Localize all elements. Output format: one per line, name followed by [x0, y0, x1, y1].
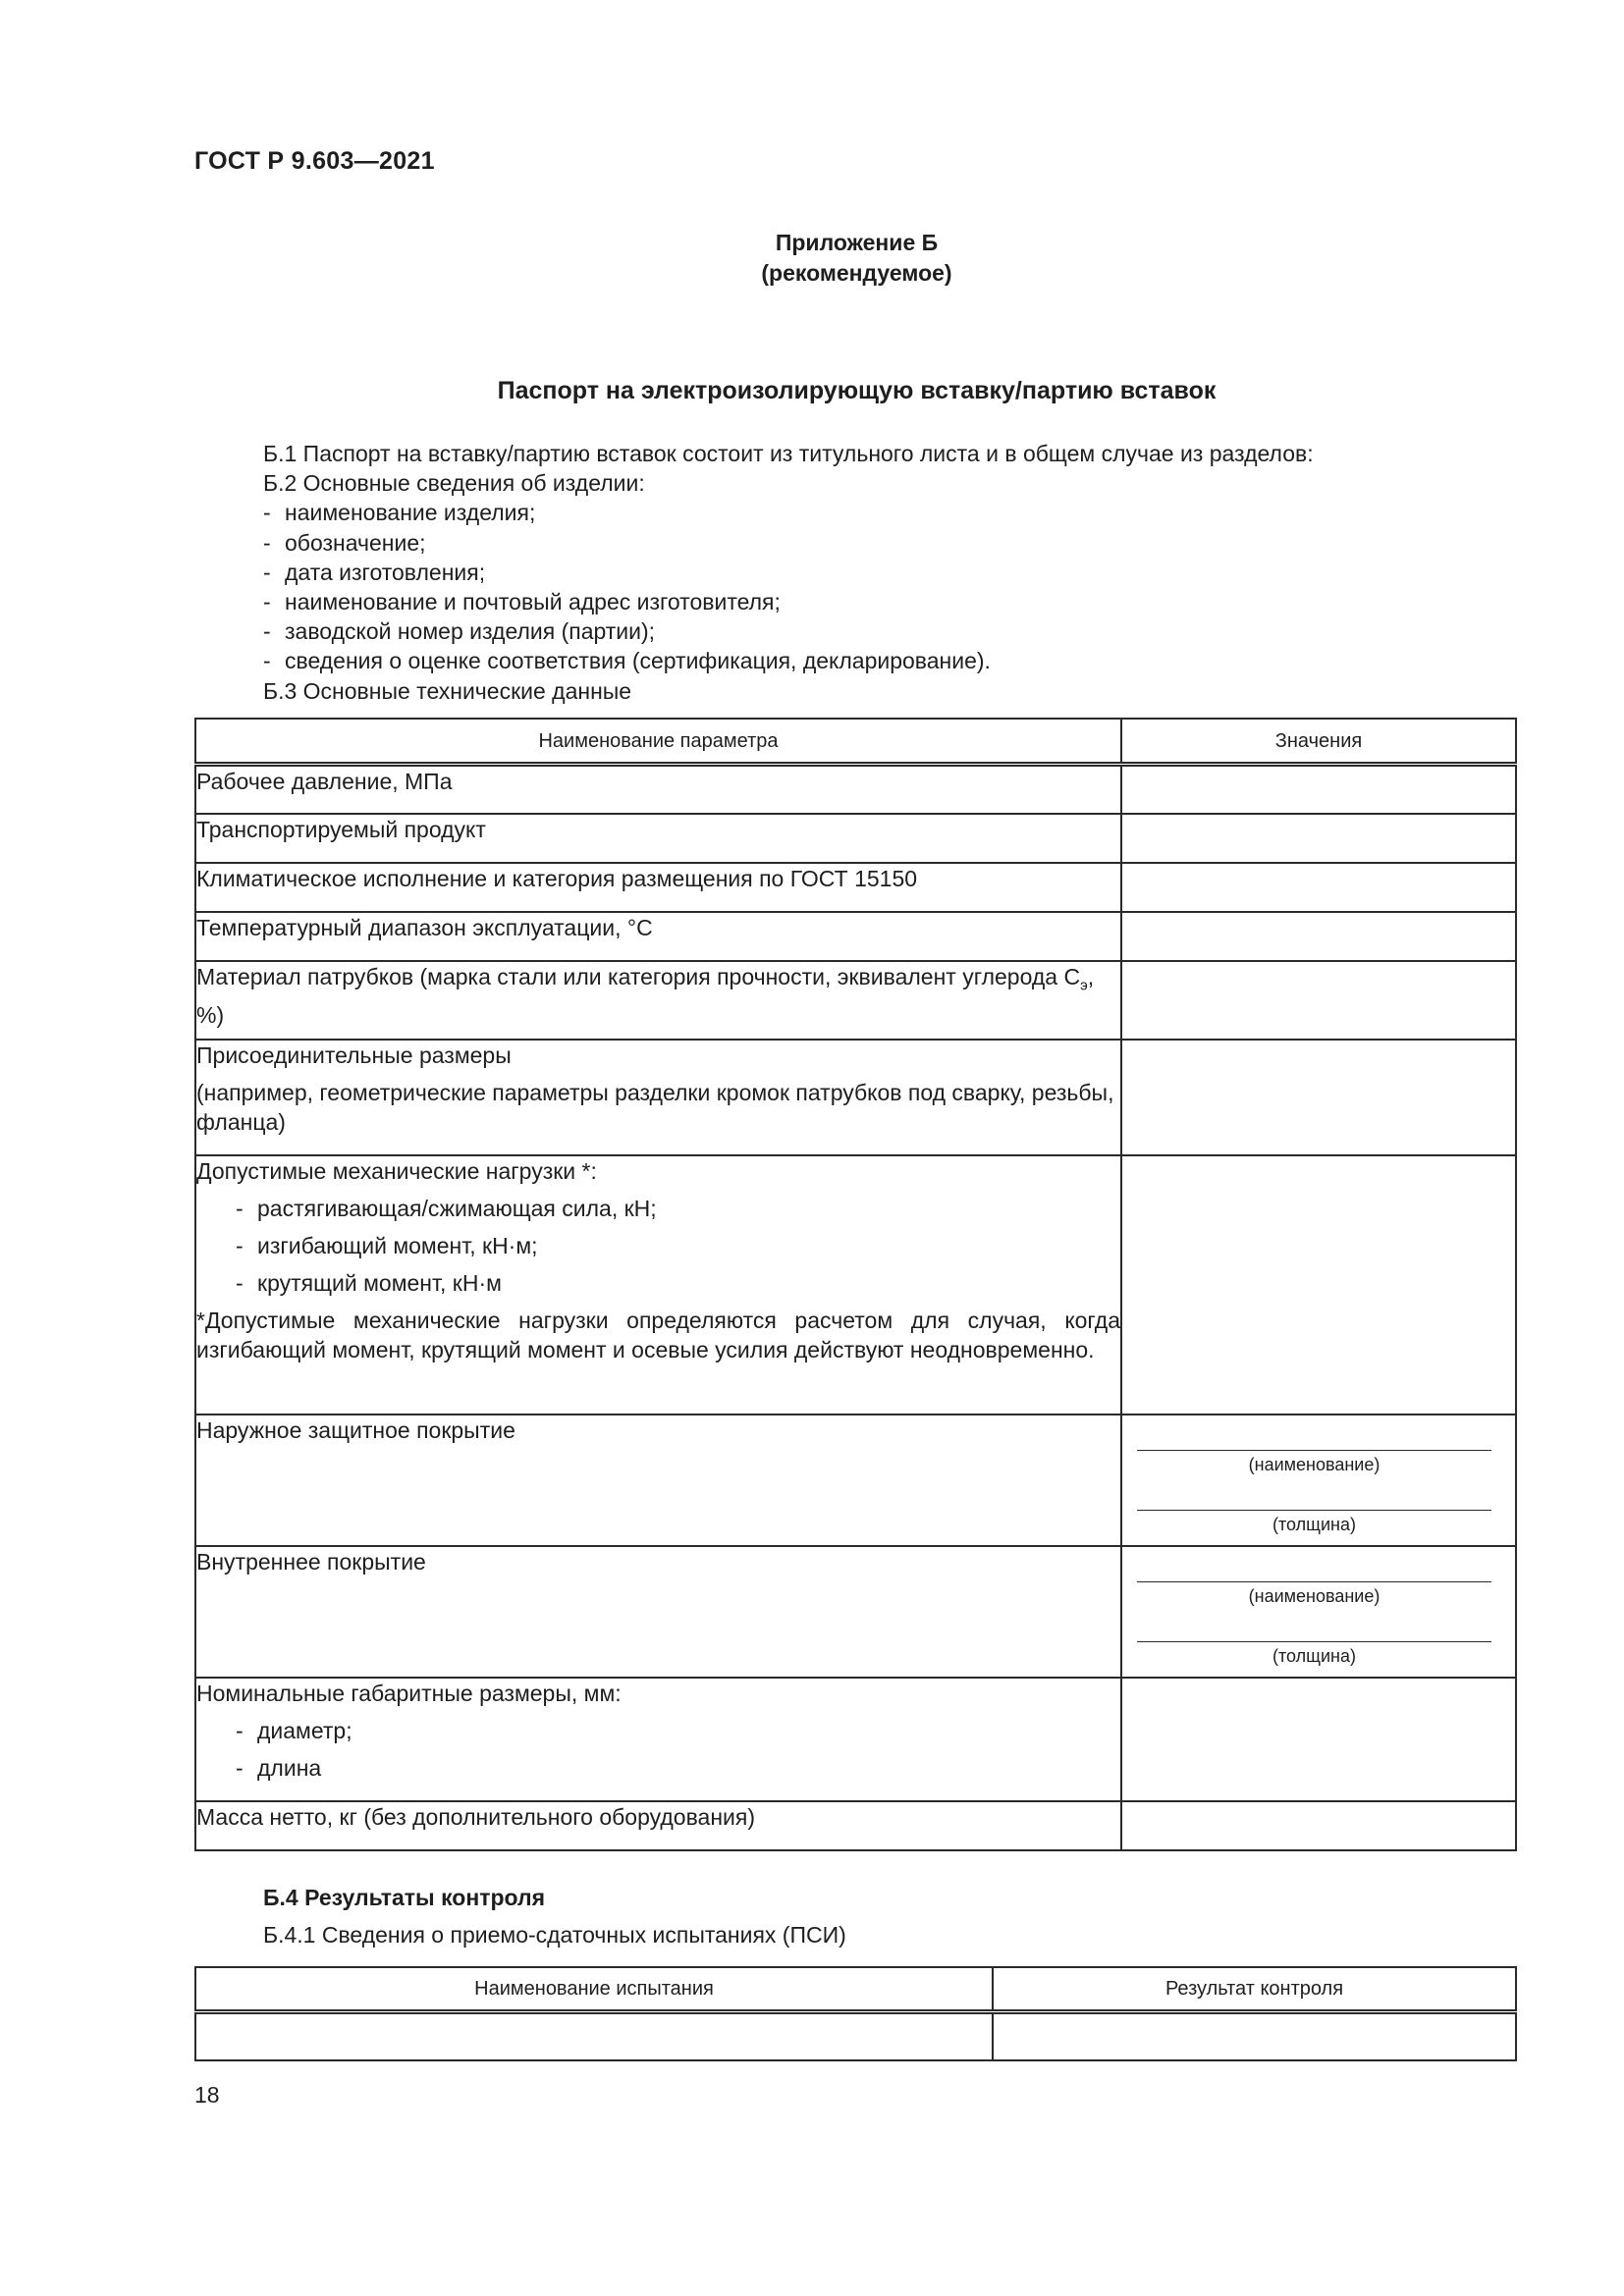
table-row: [195, 1155, 1516, 1415]
value-cell[interactable]: [1121, 1155, 1516, 1415]
appendix-title: Приложение Б: [775, 230, 939, 255]
param-material: Материал патрубков (марка стали или категория прочности, эквивалент углерода $С_э$, %): [195, 961, 1121, 1040]
caption-thickness: (толщина): [1272, 1514, 1356, 1534]
param-climate: Климатическое исполнение и категория размещения по ГОСТ 15150: [195, 863, 1121, 912]
table-row: [195, 1801, 1516, 1850]
acceptance-tests-table: [194, 1966, 1517, 2061]
value-cell[interactable]: [1121, 1801, 1516, 1850]
table-row: [195, 814, 1516, 863]
page-number: 18: [194, 2082, 220, 2108]
list-item: - дата изготовления;: [263, 559, 486, 585]
value-cell[interactable]: [1121, 961, 1516, 1040]
fill-line: [1137, 1641, 1491, 1642]
value-cell[interactable]: [1121, 912, 1516, 961]
section-b4-title: Б.4 Результаты контроля: [263, 1885, 546, 1910]
value-cell-coating[interactable]: [1121, 1415, 1516, 1546]
list-item: - заводской номер изделия (партии);: [263, 618, 656, 645]
list-item: - крутящий момент, кН·м: [236, 1269, 502, 1296]
table-header-row: [195, 1967, 1516, 2012]
list-item: - наименование и почтовый адрес изготовителя;: [263, 589, 781, 615]
table-row: [195, 765, 1516, 814]
dimensions-title: Номинальные габаритные размеры, мм:: [196, 1680, 622, 1706]
table-row: [195, 1415, 1516, 1546]
list-item: - диаметр;: [236, 1717, 352, 1743]
table-row: [195, 2012, 1516, 2061]
table-row: [195, 1678, 1516, 1801]
list-item: - наименование изделия;: [263, 500, 536, 526]
clause-b2: Б.2 Основные сведения об изделии:: [263, 470, 645, 497]
test-name-cell[interactable]: [195, 2012, 993, 2061]
column-header-values: Значения: [1121, 719, 1516, 765]
column-header-result: Результат контроля: [993, 1967, 1516, 2012]
fill-line: [1137, 1581, 1491, 1582]
test-result-cell[interactable]: [993, 2012, 1516, 2061]
connection-note: (например, геометрические параметры разделки кромок патрубков под сварку, резьбы, фланца): [196, 1079, 1114, 1135]
param-inner-coating: Внутреннее покрытие: [195, 1546, 1121, 1678]
table-row: [195, 961, 1516, 1040]
clause-b3: Б.3 Основные технические данные: [263, 677, 632, 704]
clause-b1: Б.1 Паспорт на вставку/партию вставок состоит из титульного листа и в общем случае из разделов:: [263, 441, 1314, 466]
appendix-heading: [0, 228, 1624, 289]
loads-title: Допустимые механические нагрузки *:: [196, 1157, 597, 1184]
param-outer-coating: Наружное защитное покрытие: [195, 1415, 1121, 1546]
table-row: [195, 1546, 1516, 1678]
table-row: [195, 912, 1516, 961]
loads-note: *Допустимые механические нагрузки определяются расчетом для случая, когда изгибающий момент, крутящий момент и осевые усилия действуют неодновременно.: [196, 1307, 1120, 1362]
connection-title: Присоединительные размеры: [196, 1041, 512, 1068]
param-product: Транспортируемый продукт: [195, 814, 1121, 863]
section-b41-title: Б.4.1 Сведения о приемо-сдаточных испытаниях (ПСИ): [263, 1922, 846, 1948]
intro-section: [263, 439, 1540, 706]
value-cell[interactable]: [1121, 1678, 1516, 1801]
table-row: [195, 1040, 1516, 1155]
list-item: - растягивающая/сжимающая сила, кН;: [236, 1195, 657, 1221]
caption-name: (наименование): [1248, 1454, 1380, 1474]
fill-line: [1137, 1510, 1491, 1511]
value-cell[interactable]: [1121, 1040, 1516, 1155]
technical-data-table: [194, 718, 1517, 1851]
value-cell-coating[interactable]: [1121, 1546, 1516, 1678]
list-item: - изгибающий момент, кН·м;: [236, 1232, 538, 1258]
standard-code: ГОСТ Р 9.603—2021: [194, 147, 435, 175]
appendix-note: (рекомендуемое): [761, 260, 952, 286]
param-mechanical-loads: [195, 1155, 1121, 1415]
value-cell[interactable]: [1121, 814, 1516, 863]
caption-name: (наименование): [1248, 1585, 1380, 1606]
param-pressure: Рабочее давление, МПа: [195, 765, 1121, 814]
table-header-row: [195, 719, 1516, 765]
list-item: - длина: [236, 1754, 322, 1781]
column-header-test-name: Наименование испытания: [195, 1967, 993, 2012]
column-header-parameter: Наименование параметра: [195, 719, 1121, 765]
list-item: - обозначение;: [263, 529, 426, 556]
value-cell[interactable]: [1121, 765, 1516, 814]
param-connection: [195, 1040, 1121, 1155]
caption-thickness: (толщина): [1272, 1645, 1356, 1666]
param-mass: Масса нетто, кг (без дополнительного оборудования): [195, 1801, 1121, 1850]
param-dimensions: [195, 1678, 1121, 1801]
table-row: [195, 863, 1516, 912]
document-title: Паспорт на электроизолирующую вставку/партию вставок: [497, 377, 1217, 404]
param-temperature: Температурный диапазон эксплуатации, °С: [195, 912, 1121, 961]
list-item: - сведения о оценке соответствия (сертификация, декларирование).: [263, 648, 991, 674]
fill-line: [1137, 1450, 1491, 1451]
value-cell[interactable]: [1121, 863, 1516, 912]
